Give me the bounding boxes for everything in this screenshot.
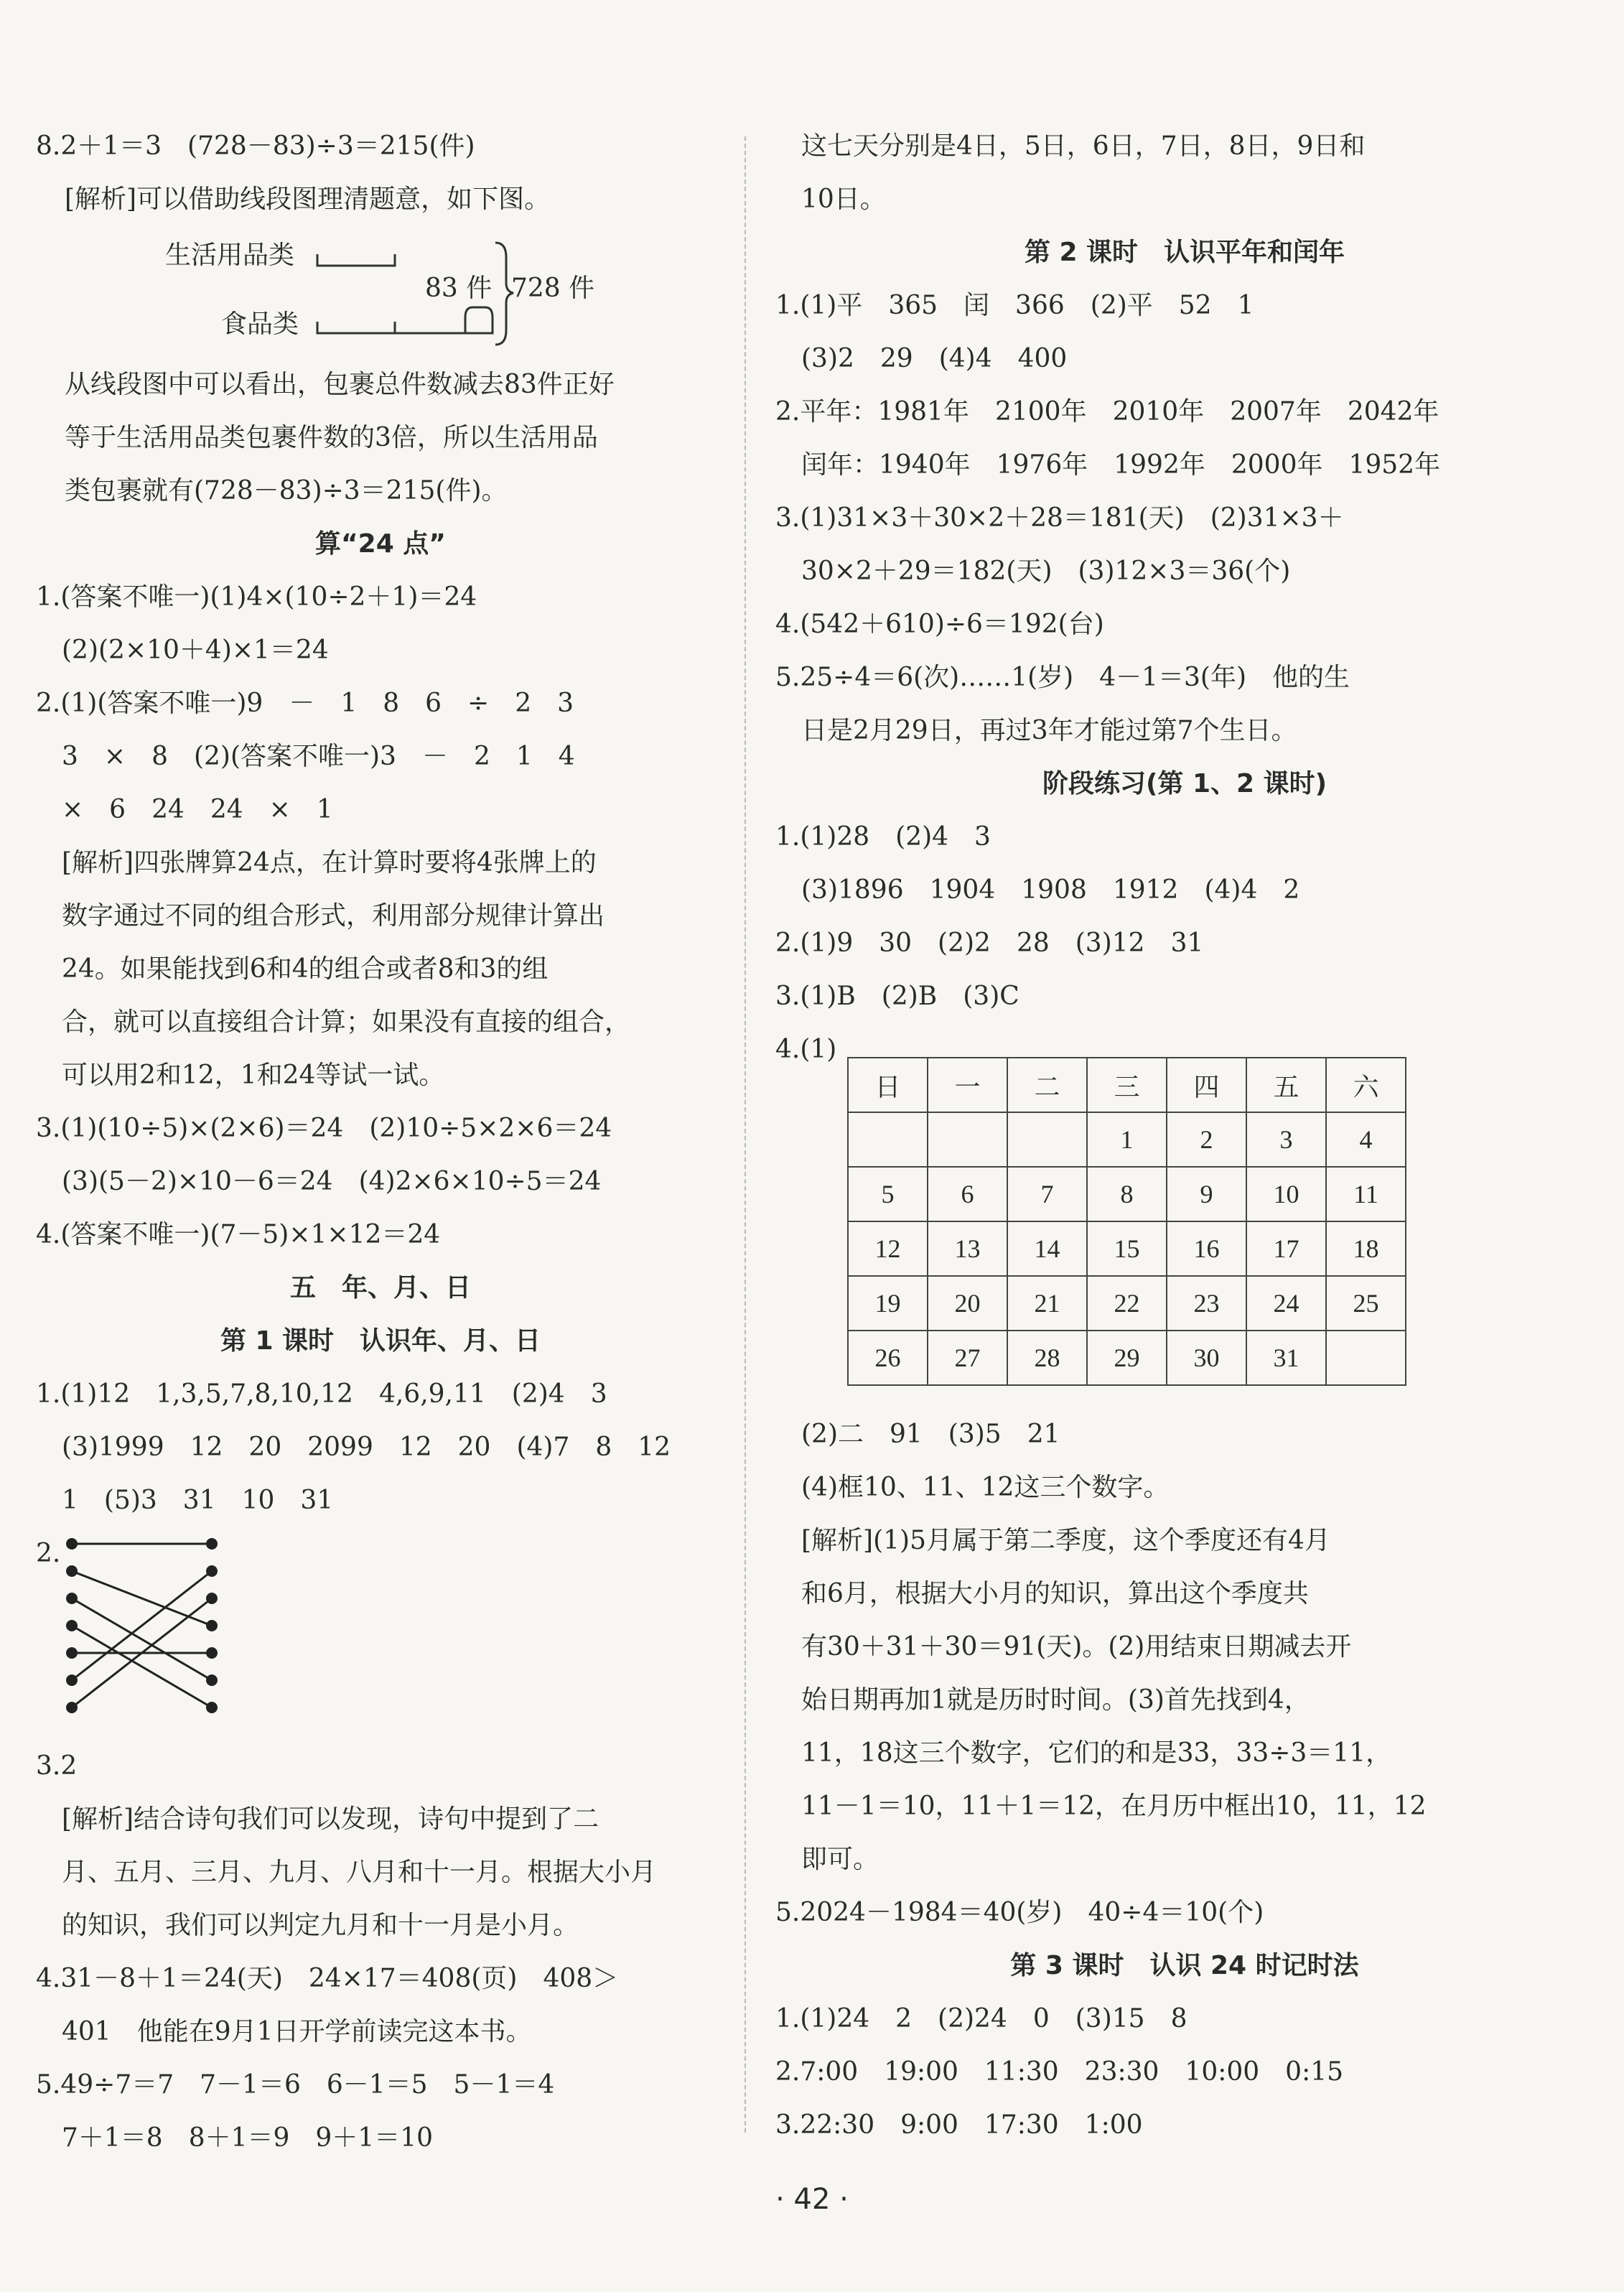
calendar-cell: 9	[1167, 1167, 1246, 1221]
matching-diagram	[57, 1529, 230, 1730]
text-line: (4)框10、11、12这三个数字。	[775, 1473, 1170, 1502]
calendar-cell: 23	[1167, 1276, 1246, 1331]
text-line: × 6 24 24 × 1	[36, 795, 333, 824]
text-line: 这七天分别是4日，5日，6日，7日，8日，9日和	[775, 131, 1366, 161]
section-title-24: 算“24 点”	[315, 529, 446, 559]
lesson3-title: 第 3 课时 认识 24 时记时法	[1010, 1951, 1359, 1980]
calendar-header-cell: 五	[1246, 1058, 1326, 1112]
text-line: 401 他能在9月1日开学前读完这本书。	[36, 2017, 532, 2046]
text-line: 4.(答案不唯一)(7－5)×1×12＝24	[36, 1220, 441, 1249]
text-line: 可以用2和12，1和24等试一试。	[36, 1061, 445, 1090]
unit-title: 五 年、月、日	[289, 1273, 471, 1303]
calendar-cell: 21	[1007, 1276, 1087, 1331]
text-line: 的知识，我们可以判定九月和十一月是小月。	[36, 1911, 579, 1940]
diagram-lines	[144, 237, 646, 352]
calendar-cell	[1326, 1331, 1406, 1385]
calendar-cell: 8	[1087, 1167, 1167, 1221]
text-line: 1.(答案不唯一)(1)4×(10÷2＋1)＝24	[36, 582, 477, 612]
diagram-label-food: 食品类	[221, 309, 299, 339]
text-line: 始日期再加1就是历时时间。(3)首先找到4，	[775, 1685, 1310, 1715]
text-line: 4.31－8＋1＝24(天) 24×17＝408(页) 408＞	[36, 1964, 619, 1993]
diagram-label-total: 728 件	[511, 274, 595, 303]
q4-label: 4.(1)	[775, 1035, 837, 1064]
calendar-header	[848, 1058, 1406, 1112]
text-line: 月、五月、三月、九月、八月和十一月。根据大小月	[36, 1858, 657, 1887]
calendar-row	[848, 1112, 1406, 1167]
text-line: 5.2024－1984＝40(岁) 40÷4＝10(个)	[775, 1898, 1264, 1927]
text-line: 1.(1)平 365 闰 366 (2)平 52 1	[775, 291, 1254, 320]
calendar-cell: 12	[848, 1221, 928, 1276]
text-line: 3.(1)(10÷5)×(2×6)＝24 (2)10÷5×2×6＝24	[36, 1114, 612, 1143]
text-line: 即可。	[775, 1845, 879, 1874]
calendar-cell: 15	[1087, 1221, 1167, 1276]
calendar-cell: 27	[928, 1331, 1007, 1385]
page-number: · 42 ·	[775, 2183, 849, 2216]
calendar-cell: 31	[1246, 1331, 1326, 1385]
calendar-cell: 4	[1326, 1112, 1406, 1167]
calendar-cell: 3	[1246, 1112, 1326, 1167]
text-line: [解析]四张牌算24点，在计算时要将4张牌上的	[36, 848, 597, 877]
calendar-cell: 16	[1167, 1221, 1246, 1276]
calendar-header-cell: 三	[1087, 1058, 1167, 1112]
text-line: (3)1999 12 20 2099 12 20 (4)7 8 12	[36, 1432, 671, 1462]
text-line: 日是2月29日，再过3年才能过第7个生日。	[775, 716, 1297, 745]
calendar-row	[848, 1221, 1406, 1276]
calendar-cell: 17	[1246, 1221, 1326, 1276]
text-line: (2)二 91 (3)5 21	[775, 1420, 1060, 1449]
calendar-row	[848, 1276, 1406, 1331]
q8-answer: 8.2＋1＝3 (728－83)÷3＝215(件)	[36, 131, 475, 161]
q2-label: 2.	[36, 1539, 61, 1568]
q8-text-3: 类包裹就有(728－83)÷3＝215(件)。	[65, 476, 508, 506]
calendar-cell	[928, 1112, 1007, 1167]
text-line: 3 × 8 (2)(答案不唯一)3 － 2 1 4	[36, 742, 575, 771]
text-line: 5.49÷7＝7 7－1＝6 6－1＝5 5－1＝4	[36, 2070, 555, 2100]
text-line: 3.22:30 9:00 17:30 1:00	[775, 2110, 1143, 2140]
calendar-row	[848, 1167, 1406, 1221]
calendar-cell: 7	[1007, 1167, 1087, 1221]
calendar-cell: 26	[848, 1331, 928, 1385]
text-line: (3)1896 1904 1908 1912 (4)4 2	[775, 875, 1300, 905]
text-line: 2.(1)(答案不唯一)9 － 1 8 6 ÷ 2 3	[36, 689, 574, 718]
text-line: 2.(1)9 30 (2)2 28 (3)12 31	[775, 928, 1204, 958]
calendar-cell: 2	[1167, 1112, 1246, 1167]
text-line: [解析](1)5月属于第二季度，这个季度还有4月	[775, 1526, 1330, 1555]
calendar-cell: 20	[928, 1276, 1007, 1331]
text-line: 4.(542＋610)÷6＝192(台)	[775, 610, 1104, 639]
segment-diagram	[144, 237, 646, 352]
calendar-header-cell: 日	[848, 1058, 928, 1112]
text-line: 3.(1)B (2)B (3)C	[775, 982, 1019, 1011]
text-line: 数字通过不同的组合形式，利用部分规律计算出	[36, 901, 605, 931]
calendar-cell: 11	[1326, 1167, 1406, 1221]
calendar-cell: 13	[928, 1221, 1007, 1276]
calendar-cell: 5	[848, 1167, 928, 1221]
calendar-cell: 30	[1167, 1331, 1246, 1385]
calendar-cell: 24	[1246, 1276, 1326, 1331]
calendar-cell: 25	[1326, 1276, 1406, 1331]
lesson2-title: 第 2 课时 认识平年和闰年	[1024, 238, 1345, 267]
calendar-header-cell: 二	[1007, 1058, 1087, 1112]
lesson1-title: 第 1 课时 认识年、月、日	[220, 1326, 541, 1356]
calendar-cell: 29	[1087, 1331, 1167, 1385]
text-line: 闰年：1940年 1976年 1992年 2000年 1952年	[775, 450, 1441, 480]
column-divider	[745, 136, 746, 2133]
text-line: 2.平年：1981年 2100年 2010年 2007年 2042年	[775, 397, 1439, 427]
text-line: 有30＋31＋30＝91(天)。(2)用结束日期减去开	[775, 1632, 1352, 1662]
calendar-cell: 6	[928, 1167, 1007, 1221]
calendar-cell: 14	[1007, 1221, 1087, 1276]
text-line: 2.7:00 19:00 11:30 23:30 10:00 0:15	[775, 2057, 1344, 2087]
text-line: 3.2	[36, 1751, 78, 1781]
text-line: (3)2 29 (4)4 400	[775, 344, 1068, 373]
calendar-cell: 18	[1326, 1221, 1406, 1276]
q8-text-1: 从线段图中可以看出，包裹总件数减去83件正好	[65, 370, 615, 399]
text-line: (2)(2×10＋4)×1＝24	[36, 635, 329, 665]
calendar-table	[847, 1057, 1406, 1386]
text-line: (3)(5－2)×10－6＝24 (4)2×6×10÷5＝24	[36, 1167, 602, 1196]
calendar-cell: 28	[1007, 1331, 1087, 1385]
diagram-label-daily: 生活用品类	[165, 241, 295, 270]
calendar-cell: 19	[848, 1276, 928, 1331]
text-line: 3.(1)31×3＋30×2＋28＝181(天) (2)31×3＋	[775, 503, 1344, 533]
text-line: 7＋1＝8 8＋1＝9 9＋1＝10	[36, 2123, 434, 2153]
calendar-cell: 10	[1246, 1167, 1326, 1221]
text-line: 1.(1)12 1,3,5,7,8,10,12 4,6,9,11 (2)4 3	[36, 1379, 607, 1409]
calendar-cell	[848, 1112, 928, 1167]
text-line: 10日。	[775, 185, 886, 214]
text-line: 1.(1)28 (2)4 3	[775, 822, 991, 852]
text-line: 30×2＋29＝182(天) (3)12×3＝36(个)	[775, 556, 1291, 586]
diagram-label-diff: 83 件	[425, 274, 493, 303]
text-line: 和6月，根据大小月的知识，算出这个季度共	[775, 1579, 1309, 1608]
text-line: 1 (5)3 31 10 31	[36, 1486, 334, 1515]
calendar-row	[848, 1331, 1406, 1385]
text-line: 24。如果能找到6和4的组合或者8和3的组	[36, 954, 549, 984]
calendar-header-cell: 一	[928, 1058, 1007, 1112]
calendar-header-cell: 六	[1326, 1058, 1406, 1112]
text-line: 5.25÷4＝6(次)……1(岁) 4－1＝3(年) 他的生	[775, 663, 1350, 692]
calendar-cell	[1007, 1112, 1087, 1167]
calendar-cell: 1	[1087, 1112, 1167, 1167]
text-line: 合，就可以直接组合计算；如果没有直接的组合，	[36, 1007, 631, 1037]
stage-title: 阶段练习(第 1、2 课时)	[1042, 769, 1327, 798]
calendar-header-cell: 四	[1167, 1058, 1246, 1112]
calendar-cell: 22	[1087, 1276, 1167, 1331]
text-line: 11，18这三个数字，它们的和是33，33÷3＝11，	[775, 1738, 1392, 1768]
q8-analysis: [解析]可以借助线段图理清题意，如下图。	[65, 185, 551, 214]
text-line: 1.(1)24 2 (2)24 0 (3)15 8	[775, 2004, 1187, 2034]
q8-text-2: 等于生活用品类包裹件数的3倍，所以生活用品	[65, 423, 598, 452]
text-line: [解析]结合诗句我们可以发现，诗句中提到了二	[36, 1804, 599, 1834]
text-line: 11－1＝10，11＋1＝12，在月历中框出10，11，12	[775, 1792, 1427, 1821]
